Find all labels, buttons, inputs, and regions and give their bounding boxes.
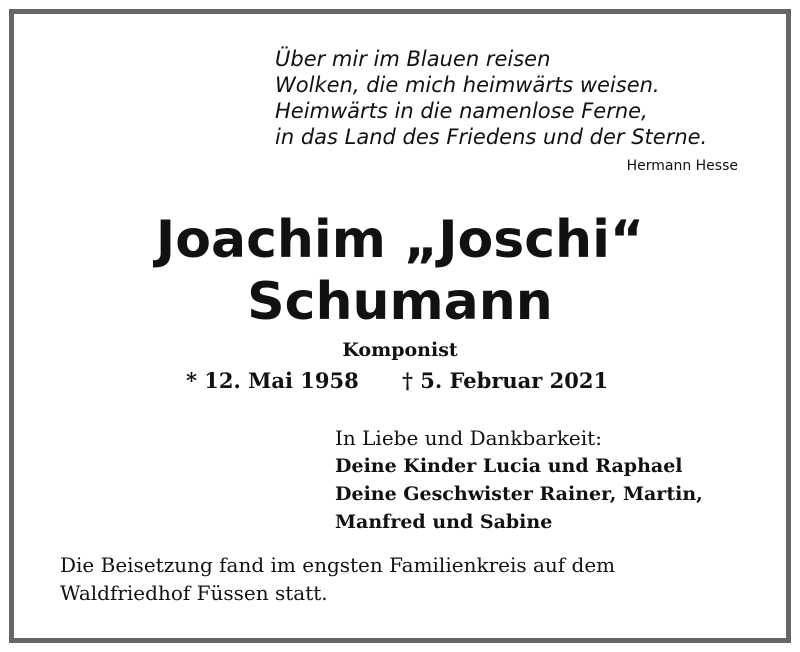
mourners-line: Deine Geschwister Rainer, Martin, bbox=[335, 483, 703, 505]
mourners-intro: In Liebe und Dankbarkeit: bbox=[335, 426, 602, 450]
poem-line: Wolken, die mich heimwärts weisen. bbox=[275, 73, 660, 97]
poem-line: in das Land des Friedens und der Sterne. bbox=[275, 125, 708, 149]
mourners bbox=[335, 424, 703, 536]
mourners-line: Manfred und Sabine bbox=[335, 511, 553, 533]
notice-line: Waldfriedhof Füssen statt. bbox=[60, 581, 328, 605]
poem-author: Hermann Hesse bbox=[626, 158, 738, 174]
mourners-line: Deine Kinder Lucia und Raphael bbox=[335, 455, 683, 477]
poem bbox=[275, 46, 745, 150]
poem-line: Über mir im Blauen reisen bbox=[275, 47, 551, 71]
deceased-name-first: Joachim „Joschi“ bbox=[155, 210, 645, 270]
birth-date: * 12. Mai 1958 bbox=[186, 368, 359, 393]
notice-line: Die Beisetzung fand im engsten Familienkreis auf dem bbox=[60, 553, 616, 577]
death-date: † 5. Februar 2021 bbox=[402, 368, 609, 393]
burial-notice bbox=[60, 551, 615, 607]
profession: Komponist bbox=[342, 339, 458, 361]
poem-line: Heimwärts in die namenlose Ferne, bbox=[275, 99, 648, 123]
deceased-name-last: Schumann bbox=[247, 272, 553, 332]
